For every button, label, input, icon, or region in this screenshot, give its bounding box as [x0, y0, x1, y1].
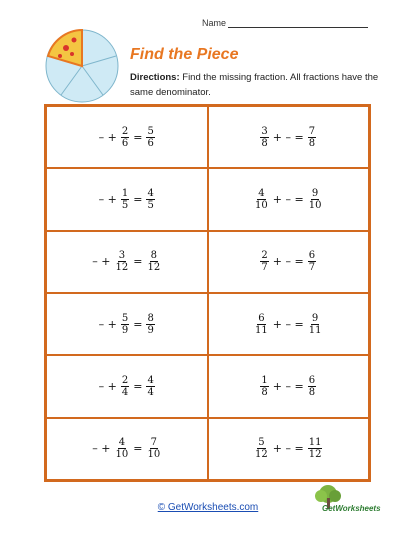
getworksheets-logo [308, 484, 381, 524]
fraction-equation [90, 250, 163, 273]
numerator: 5 [258, 437, 265, 449]
fraction-equation [252, 313, 324, 336]
operator: – + [98, 192, 117, 206]
numerator: 8 [147, 312, 154, 324]
fraction [121, 375, 129, 398]
denominator: 11 [255, 324, 268, 336]
fraction [308, 250, 316, 273]
fraction [254, 188, 269, 211]
fraction [260, 375, 268, 398]
operator: = [133, 379, 143, 393]
fraction-equation [97, 126, 157, 149]
fraction [308, 188, 323, 211]
numerator: 6 [258, 312, 265, 324]
operator: = [133, 317, 143, 331]
problem-cell [208, 418, 370, 480]
operator: – + [92, 442, 111, 456]
operator: – + [98, 317, 117, 331]
pizza-pie-icon [44, 28, 120, 104]
denominator: 7 [308, 262, 316, 274]
denominator: 9 [121, 324, 129, 336]
numerator: 9 [311, 312, 319, 324]
problem-cell [46, 293, 208, 355]
denominator: 6 [147, 137, 154, 149]
denominator: 8 [308, 386, 316, 398]
operator: = [133, 130, 143, 144]
fraction-equation [97, 375, 157, 398]
problem-cell [208, 355, 370, 417]
numerator: 5 [121, 312, 129, 324]
operator: + – = [272, 379, 304, 393]
problem-cell [46, 168, 208, 230]
problem-cell [208, 293, 370, 355]
fraction [146, 126, 154, 149]
numerator: 7 [150, 437, 158, 449]
denominator: 5 [147, 199, 154, 211]
operator: + – = [272, 192, 304, 206]
problem-cell [46, 106, 208, 168]
numerator: 7 [308, 125, 316, 137]
page-title: Find the Piece [130, 46, 239, 63]
denominator: 10 [308, 199, 322, 211]
numerator: 3 [261, 125, 268, 137]
problem-cell [46, 231, 208, 293]
numerator: 4 [118, 437, 126, 449]
problem-cell [46, 355, 208, 417]
denominator: 8 [261, 386, 268, 398]
denominator: 11 [308, 324, 322, 336]
denominator: 9 [147, 324, 154, 336]
fraction [121, 313, 129, 336]
fraction [146, 250, 161, 273]
numerator: 6 [308, 250, 316, 262]
logo-text: GetWorksheets [322, 504, 381, 513]
denominator: 6 [121, 137, 129, 149]
operator: – + [92, 255, 111, 269]
name-blank[interactable] [228, 19, 368, 28]
denominator: 8 [308, 137, 316, 149]
denominator: 4 [147, 386, 154, 398]
numerator: 1 [121, 187, 129, 199]
fraction [121, 188, 129, 211]
operator: = [133, 442, 143, 456]
numerator: 3 [118, 250, 126, 262]
fraction [260, 126, 268, 149]
denominator: 7 [261, 262, 268, 274]
operator: = [133, 255, 143, 269]
denominator: 12 [255, 449, 268, 461]
numerator: 4 [147, 187, 154, 199]
fraction-equation [258, 375, 318, 398]
operator: = [133, 192, 143, 206]
copyright-link[interactable]: © GetWorksheets.com [157, 502, 259, 513]
denominator: 5 [121, 199, 129, 211]
fraction [308, 375, 316, 398]
fraction [254, 313, 269, 336]
problem-cell [208, 106, 370, 168]
operator: – + [98, 130, 117, 144]
operator: + – = [272, 130, 304, 144]
denominator: 12 [115, 262, 129, 274]
fraction-equation [252, 437, 324, 460]
fraction-equation [252, 188, 324, 211]
numerator: 2 [121, 374, 129, 386]
problem-cell [46, 418, 208, 480]
fraction-equation [90, 437, 163, 460]
fraction [146, 375, 154, 398]
denominator: 12 [308, 449, 322, 461]
fraction [308, 313, 323, 336]
fraction-equation [258, 126, 318, 149]
fraction [115, 437, 130, 460]
fraction-equation [97, 313, 157, 336]
denominator: 10 [255, 199, 268, 211]
denominator: 12 [147, 262, 161, 274]
fraction [115, 250, 130, 273]
problem-cell [208, 231, 370, 293]
numerator: 2 [121, 125, 129, 137]
numerator: 5 [147, 125, 154, 137]
operator: + – = [272, 255, 304, 269]
directions-text: Find the missing fraction. All fractions have the same denominator. [130, 72, 379, 98]
numerator: 4 [258, 187, 265, 199]
fraction [121, 126, 129, 149]
fraction [146, 437, 161, 460]
operator: – + [98, 379, 117, 393]
denominator: 8 [261, 137, 268, 149]
fraction [146, 188, 154, 211]
fraction [308, 437, 323, 460]
numerator: 9 [311, 187, 319, 199]
directions [130, 70, 380, 100]
problem-grid [44, 104, 371, 482]
fraction [260, 250, 268, 273]
operator: + – = [272, 317, 304, 331]
denominator: 10 [115, 449, 129, 461]
denominator: 4 [121, 386, 129, 398]
fraction [308, 126, 316, 149]
numerator: 4 [147, 374, 154, 386]
numerator: 6 [308, 374, 316, 386]
fraction-equation [258, 250, 318, 273]
name-label: Name [202, 18, 227, 28]
fraction [254, 437, 269, 460]
numerator: 1 [261, 374, 268, 386]
fraction-equation [97, 188, 157, 211]
numerator: 11 [308, 437, 322, 449]
name-field [202, 18, 368, 28]
numerator: 2 [261, 250, 268, 262]
directions-label: Directions: [130, 72, 180, 83]
problem-cell [208, 168, 370, 230]
fraction [146, 313, 154, 336]
denominator: 10 [147, 449, 161, 461]
operator: + – = [272, 442, 304, 456]
numerator: 8 [150, 250, 158, 262]
